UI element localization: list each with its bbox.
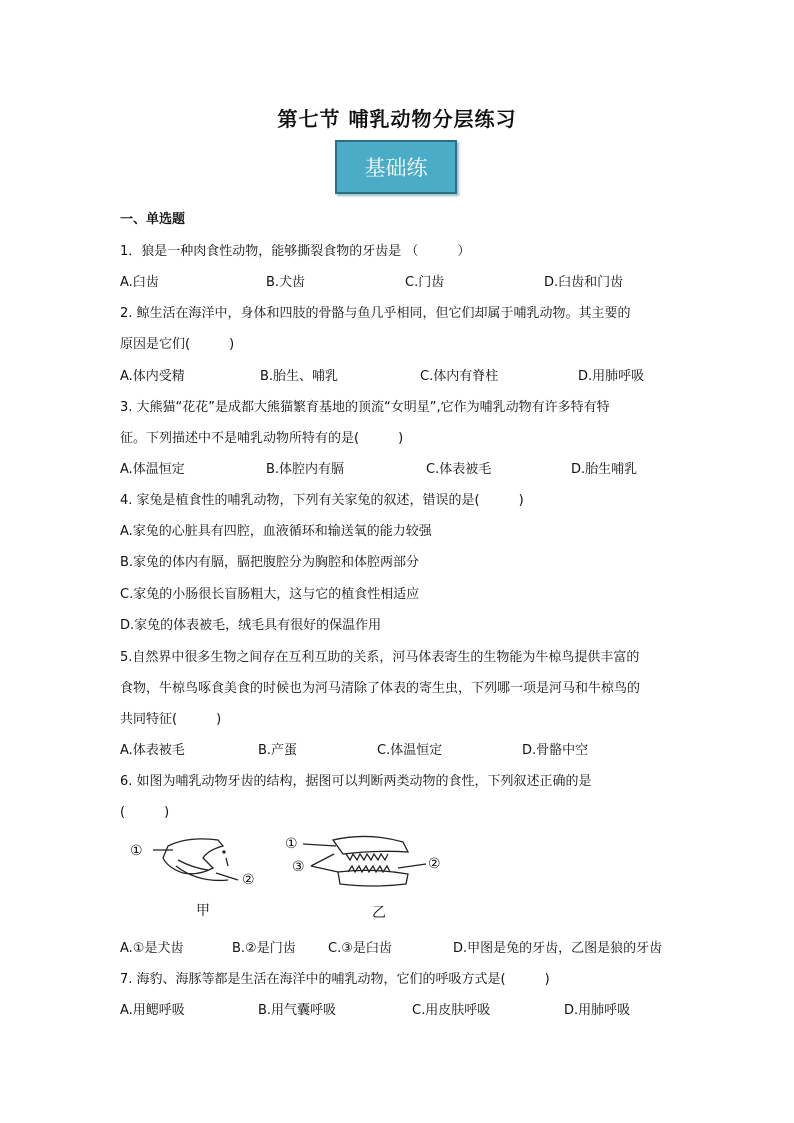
q1-option-c: C.门齿 <box>405 275 445 290</box>
q1-option-b: B.犬齿 <box>266 275 306 290</box>
q1-option-d: D.臼齿和门齿 <box>544 275 624 290</box>
q7-option-b: B.用气囊呼吸 <box>258 1003 337 1018</box>
q2-option-b: B.胎生、哺乳 <box>260 369 339 384</box>
q2-option-d: D.用肺呼吸 <box>578 369 645 384</box>
question-1-stem: 1．狼是一种肉食性动物，能够撕裂食物的牙齿是 （ ） <box>120 244 471 259</box>
q3-option-c: C.体表被毛 <box>426 462 492 477</box>
q5-option-a: A.体表被毛 <box>120 743 185 758</box>
q5-option-d: D.骨骼中空 <box>522 743 589 758</box>
question-2-stem-cont: 原因是它们( ) <box>120 337 235 352</box>
label-yi: 乙 <box>372 905 386 921</box>
question-6-stem: 6. 如图为哺乳动物牙齿的结构，据图可以判断两类动物的食性，下列叙述正确的是 <box>120 774 592 789</box>
q6-option-c: C.③是臼齿 <box>328 941 392 956</box>
callout-1-jia: ① <box>130 843 143 859</box>
question-5-stem-cont: 食物，牛椋鸟啄食美食的时候也为河马清除了体表的寄生虫，下列哪一项是河马和牛椋鸟的 <box>120 681 641 696</box>
q6-option-a: A.①是犬齿 <box>120 941 184 956</box>
q4-option-b: B.家兔的体内有膈，膈把腹腔分为胸腔和体腔两部分 <box>120 555 420 570</box>
question-5-stem-cont2: 共同特征( ) <box>120 712 222 727</box>
q4-option-d: D.家兔的体表被毛，绒毛具有很好的保温作用 <box>120 618 382 633</box>
callout-1-yi: ① <box>285 836 298 852</box>
q7-option-d: D.用肺呼吸 <box>564 1003 631 1018</box>
callout-2-yi: ② <box>428 856 441 872</box>
teeth-figure <box>128 828 458 920</box>
q7-option-a: A.用鳃呼吸 <box>120 1003 185 1018</box>
q4-option-a: A.家兔的心脏具有四腔，血液循环和输送氧的能力较强 <box>120 524 432 539</box>
question-5-stem: 5.自然界中很多生物之间存在互利互助的关系，河马体表寄生的生物能为牛椋鸟提供丰富的 <box>120 650 640 665</box>
question-7-stem: 7. 海豹、海豚等都是生活在海洋中的哺乳动物，它们的呼吸方式是( ) <box>120 972 550 987</box>
callout-2-jia: ② <box>242 872 255 888</box>
q6-option-b: B.②是门齿 <box>232 941 296 956</box>
level-badge: 基础练 <box>335 140 457 194</box>
q4-option-c: C.家兔的小肠很长盲肠粗大，这与它的植食性相适应 <box>120 587 420 602</box>
question-3-stem: 3. 大熊猫“花花”是成都大熊猫繁育基地的顶流“女明星”,它作为哺乳动物有许多特有特 <box>120 400 610 415</box>
callout-3-yi: ③ <box>292 859 305 875</box>
page-title: 第七节 哺乳动物分层练习 <box>277 107 517 131</box>
q5-option-b: B.产蛋 <box>258 743 298 758</box>
question-4-stem: 4. 家兔是植食性的哺乳动物，下列有关家兔的叙述，错误的是( ) <box>120 493 524 508</box>
q5-option-c: C.体温恒定 <box>377 743 443 758</box>
question-3-stem-cont: 征。下列描述中不是哺乳动物所特有的是( ) <box>120 431 404 446</box>
label-jia: 甲 <box>196 903 210 919</box>
question-2-stem: 2. 鲸生活在海洋中，身体和四肢的骨骼与鱼几乎相同，但它们却属于哺乳动物。其主要的 <box>120 306 631 321</box>
q1-option-a: A.臼齿 <box>120 275 159 290</box>
q2-option-a: A.体内受精 <box>120 369 185 384</box>
q2-option-c: C.体内有脊柱 <box>420 369 499 384</box>
question-6-stem-cont: ( ) <box>120 805 170 820</box>
q3-option-d: D.胎生哺乳 <box>571 462 638 477</box>
q3-option-a: A.体温恒定 <box>120 462 185 477</box>
q3-option-b: B.体腔内有膈 <box>266 462 345 477</box>
section-heading: 一、单选题 <box>120 212 186 227</box>
q6-option-d: D.甲图是兔的牙齿，乙图是狼的牙齿 <box>453 941 663 956</box>
q7-option-c: C.用皮肤呼吸 <box>412 1003 491 1018</box>
